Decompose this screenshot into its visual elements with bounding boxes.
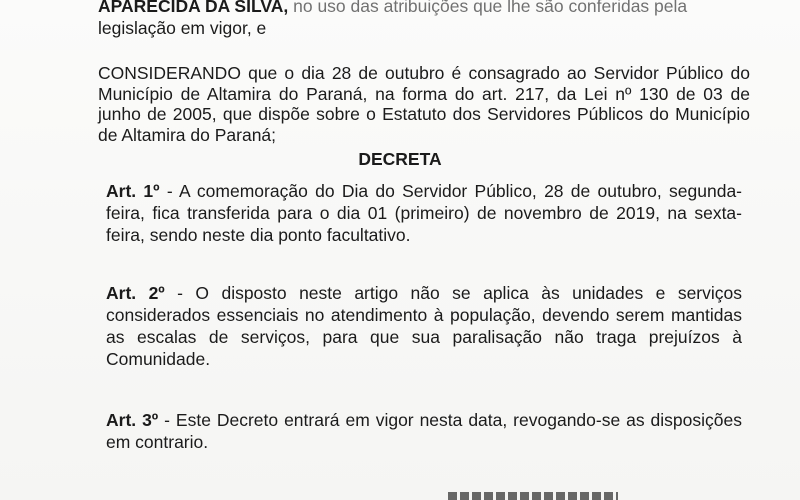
article-1-label: Art. 1º xyxy=(106,181,160,201)
article-1-text: - A comemoração do Dia do Servidor Público, 28 de outubro, segunda-feira, fica transferida para o dia 01 (primeiro) de novembro de 2019, na sexta-feira, sendo neste dia ponto facultativo. xyxy=(106,181,743,245)
intro-line xyxy=(98,0,758,17)
article-3-label: Art. 3º xyxy=(106,410,159,430)
article-1 xyxy=(106,180,742,246)
decree-heading: DECRETA xyxy=(358,149,442,169)
cropped-text-fragment xyxy=(448,488,618,500)
considerando-paragraph: CONSIDERANDO que o dia 28 de outubro é consagrado ao Servidor Público do Município de Altamira do Paraná, na forma do art. 217, da Lei nº 130 de 03 de junho de 2005, que dispõe sobre o Estatuto dos Servidores Públicos do Município de Altamira do Paraná; xyxy=(98,63,750,145)
article-2-label: Art. 2º xyxy=(106,283,165,303)
mayor-name: APARECIDA DA SILVA, xyxy=(98,0,289,16)
article-2 xyxy=(106,282,742,370)
intro-line-2: legislação em vigor, e xyxy=(98,18,267,38)
article-3 xyxy=(106,409,742,453)
intro-rest: no uso das atribuições que lhe são conferidas pela xyxy=(288,0,688,16)
article-2-text: - O disposto neste artigo não se aplica às unidades e serviços considerados essenciais no atendimento à população, devendo serem mantidas as escalas de serviços, para que sua paralisação não traga prejuízos à Comunidade. xyxy=(106,283,742,369)
article-3-text: - Este Decreto entrará em vigor nesta data, revogando-se as disposições em contrario. xyxy=(106,410,742,452)
